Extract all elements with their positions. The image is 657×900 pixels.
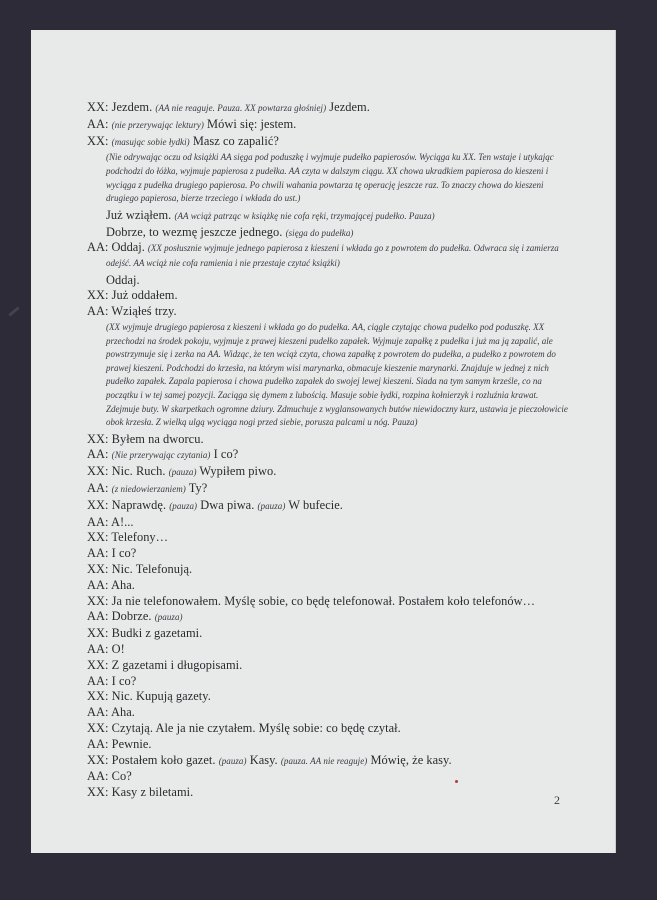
spoken-text: Już oddałem. <box>111 288 178 303</box>
speaker-label: AA: <box>87 116 112 131</box>
dialogue-line <box>87 753 577 770</box>
dialogue-line <box>87 737 577 753</box>
speaker-label: AA: <box>87 642 112 657</box>
dialogue-line <box>87 674 577 690</box>
dialogue-line <box>87 609 577 626</box>
stage-direction: (Nie odrywając oczu od książki AA sięga pod poduszkę i wyjmuje pudełko papierosów. Wyciąga ku XX. Ten wstaje i utykając podchodzi do łóżka, wyjmuje papierosa z pudełka. AA czyta w dalszym ciągu. XX chowa ukradkiem papierosa do kieszeni i wyciąga z pudełka drugiego papierosa. Po chwili wahania powtarza tę operację jeszcze raz. To znaczy chowa do kieszeni drugiego papierosa, bierze trzeciego i wkłada do ust.) <box>106 152 554 204</box>
dialogue-continuation <box>87 208 577 225</box>
inline-stage-direction: (pauza) <box>169 500 198 511</box>
spoken-text: Telefony… <box>111 530 169 545</box>
spoken-text: Ty? <box>185 481 208 496</box>
scan-artifact <box>8 306 19 316</box>
spoken-text: I co? <box>111 673 137 688</box>
spoken-text: Byłem na dworcu. <box>111 431 204 446</box>
spoken-text: Ja nie telefonowałem. Myślę sobie, co będę telefonował. Postałem koło telefonów… <box>111 593 536 608</box>
dialogue-line <box>87 689 577 705</box>
spoken-text: Oddaj. <box>111 240 148 255</box>
dialogue-line <box>87 785 577 801</box>
spoken-text: Oddaj. <box>106 272 140 287</box>
spoken-text: Wypiłem piwo. <box>196 464 277 479</box>
speaker-label: XX: <box>87 593 112 608</box>
dialogue-line <box>87 769 577 785</box>
spoken-text: Kasy. <box>246 752 281 767</box>
speaker-label: XX: <box>87 288 112 303</box>
speaker-label: AA: <box>87 514 111 529</box>
inline-stage-direction: (pauza) <box>257 500 286 511</box>
spoken-text: Mówię, że kasy. <box>367 752 452 767</box>
spoken-text: I co? <box>210 447 239 462</box>
dialogue-continuation <box>87 225 577 242</box>
dialogue-line <box>87 117 577 134</box>
dialogue-line <box>87 304 577 320</box>
spoken-text: Masz co zapalić? <box>189 133 279 148</box>
speaker-label: AA: <box>87 609 112 624</box>
speaker-label: AA: <box>87 736 112 751</box>
inline-stage-direction: (nie przerywając lektury) <box>111 119 204 130</box>
dialogue-line <box>87 100 577 117</box>
stage-direction: (XX wyjmuje drugiego papierosa z kieszeni i wkłada go do pudełka. AA, ciągle czytając chowa pudełko pod poduszkę. XX przechodzi na środek pokoju, wyjmuje z prawej kieszeni pudełko zapałek. Wyjmuje zapałkę z pudełka i już ma ją zapalić, ale powstrzymuje się i zerka na AA. Widząc, że ten wciąż czyta, chowa zapałkę z powrotem do pudełka, a pudełko z powrotem do prawej kieszeni. Podchodzi do krzesła, na którym wisi marynarka, obmacuje kieszenie marynarki. Znajduje w jednej z nich pudełko zapałek. Zapala papierosa i chowa pudełko zapałek do swojej lewej kieszeni. Siada na tym samym krześle, co na początku i w tej samej pozycji. Zaciąga się dymem z lubością. Masuje sobie łydki, rozpina kołnierzyk i rozluźnia krawat. Zdejmuje buty. W skarpetkach ogromne dziury. Zdmuchuje z wyglansowanych butów niewidoczny kurz, ustawia je pieczołowicie obok krzesła. Z wielką ulgą wyciąga nogi przed siebie, porusza palcami u nóg. Pauza) <box>106 321 568 428</box>
inline-stage-direction: (masując sobie łydki) <box>111 136 190 147</box>
dialogue-line <box>87 705 577 721</box>
page-number: 2 <box>554 793 560 807</box>
dialogue-line <box>87 134 577 151</box>
spoken-text: Aha. <box>110 577 135 592</box>
dialogue-line <box>87 562 577 578</box>
spoken-text: Postałem koło gazet. <box>111 752 219 767</box>
spoken-text: Nic. Telefonują. <box>111 562 193 577</box>
inline-stage-direction: (pauza) <box>218 755 247 766</box>
spoken-text: I co? <box>111 546 137 561</box>
spoken-text: Aha. <box>110 705 135 720</box>
inline-stage-direction: (z niedowierzaniem) <box>111 484 186 495</box>
spoken-text: Czytają. Ale ja nie czytałem. Myślę sobie: co będę czytał. <box>111 721 401 736</box>
dialogue-line <box>87 642 577 658</box>
spoken-text: Kasy z biletami. <box>111 785 194 800</box>
speaker-label: XX: <box>87 785 112 800</box>
speaker-label: XX: <box>87 431 112 446</box>
spoken-text: W bufecie. <box>285 497 343 512</box>
inline-stage-direction: (AA wciąż patrząc w książkę nie cofa ręki, trzymającej pudełko. Pauza) <box>174 210 435 221</box>
speaker-label: XX: <box>87 464 112 479</box>
inline-stage-direction: (Nie przerywając czytania) <box>111 450 211 461</box>
dialogue-line <box>87 546 577 562</box>
speaker-label: AA: <box>87 481 112 496</box>
dialogue-line <box>87 530 577 546</box>
speaker-label: XX: <box>87 626 112 641</box>
dialogue-line <box>87 721 577 737</box>
speaker-label: AA: <box>87 447 112 462</box>
dialogue-line <box>87 432 577 448</box>
inline-stage-direction: (pauza) <box>168 467 197 478</box>
speaker-label: XX: <box>87 133 112 148</box>
spoken-text: A!... <box>110 514 134 529</box>
speaker-label: XX: <box>87 752 112 767</box>
dialogue-line <box>87 447 577 464</box>
spoken-text: Jezdem. <box>111 100 156 114</box>
speaker-label: XX: <box>87 530 112 545</box>
speaker-label: AA: <box>87 705 111 720</box>
inline-stage-direction: (XX posłusznie wyjmuje jednego papierosa z kieszeni i wkłada go z powrotem do pudełka. Odwraca się i zamierza odejść. AA wciąż nie cofa ramienia i nie przestaje czytać książki) <box>106 243 559 268</box>
dialogue-line <box>87 515 577 531</box>
spoken-text: Budki z gazetami. <box>111 626 203 641</box>
speaker-label: XX: <box>87 497 112 512</box>
speaker-label: XX: <box>87 721 112 736</box>
speaker-label: XX: <box>87 689 112 704</box>
play-script <box>87 100 577 801</box>
speaker-label: XX: <box>87 657 112 672</box>
spoken-text: Z gazetami i długopisami. <box>111 657 243 672</box>
inline-stage-direction: (AA nie reaguje. Pauza. XX powtarza głośniej) <box>155 103 327 113</box>
spoken-text: Już wziąłem. <box>106 207 175 222</box>
dialogue-continuation <box>87 273 577 289</box>
dialogue-line <box>87 578 577 594</box>
dialogue-line <box>87 288 577 304</box>
spoken-text: Jezdem. <box>326 100 370 114</box>
dialogue-line <box>87 241 568 270</box>
dialogue-line <box>87 498 577 515</box>
speaker-label: AA: <box>87 673 112 688</box>
speaker-label: XX: <box>87 100 112 114</box>
spoken-text: Dobrze, to wezmę jeszcze jednego. <box>106 224 286 239</box>
spoken-text: Co? <box>111 769 132 784</box>
speaker-label: AA: <box>87 769 112 784</box>
spoken-text: O! <box>111 642 125 657</box>
speaker-label: AA: <box>87 304 112 319</box>
speaker-label: AA: <box>87 240 112 255</box>
dialogue-line <box>87 481 577 498</box>
spoken-text: Dwa piwa. <box>197 497 258 512</box>
speaker-label: AA: <box>87 577 111 592</box>
spoken-text: Wziąłeś trzy. <box>111 304 177 319</box>
inline-stage-direction: (pauza. AA nie reaguje) <box>280 755 368 766</box>
inline-stage-direction: (pauza) <box>154 612 183 623</box>
speaker-label: XX: <box>87 562 112 577</box>
spoken-text: Nic. Kupują gazety. <box>111 689 211 704</box>
dialogue-line <box>87 464 577 481</box>
spoken-text: Mówi się: jestem. <box>203 116 297 131</box>
dialogue-line <box>87 658 577 674</box>
document-page <box>31 30 615 853</box>
spoken-text: Pewnie. <box>111 736 152 751</box>
dialogue-line <box>87 594 577 610</box>
speaker-label: AA: <box>87 546 112 561</box>
dialogue-line <box>87 626 577 642</box>
spoken-text: Naprawdę. <box>111 497 170 512</box>
spoken-text: Nic. Ruch. <box>111 464 169 479</box>
spoken-text: Dobrze. <box>111 609 155 624</box>
inline-stage-direction: (sięga do pudełka) <box>285 227 354 238</box>
